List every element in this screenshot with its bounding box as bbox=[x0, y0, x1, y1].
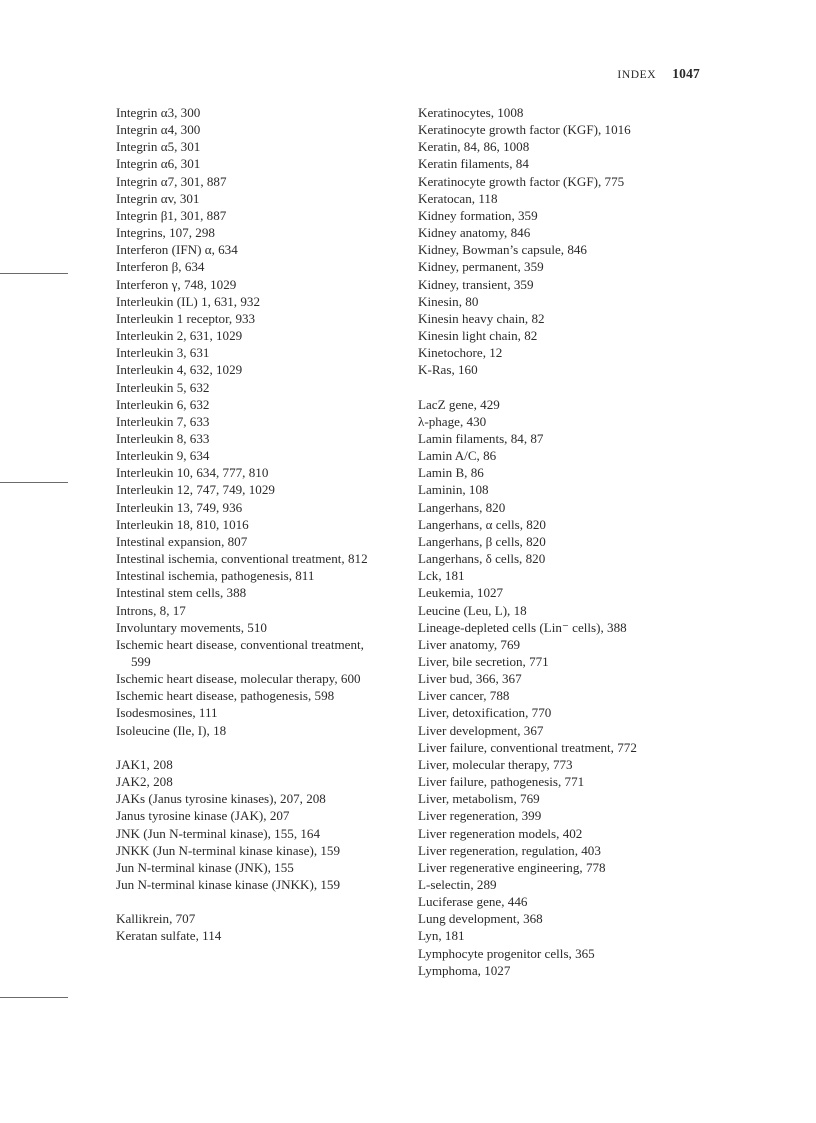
index-entry: Interleukin 9, 634 bbox=[116, 448, 210, 464]
index-entry: Langerhans, 820 bbox=[418, 499, 506, 515]
index-entry: Interleukin 3, 631 bbox=[116, 345, 210, 361]
index-entry: Interleukin 8, 633 bbox=[116, 430, 210, 446]
index-entry: Integrin α6, 301 bbox=[116, 156, 201, 172]
index-entry: JNKK (Jun N-terminal kinase kinase), 159 bbox=[116, 842, 341, 858]
index-entry: Integrin α5, 301 bbox=[116, 139, 201, 155]
index-entry: Isodesmosines, 111 bbox=[116, 705, 218, 721]
index-entry: Leucine (Leu, L), 18 bbox=[418, 602, 527, 618]
index-entry: Integrin α7, 301, 887 bbox=[116, 173, 227, 189]
index-entry: Interferon β, 634 bbox=[116, 259, 205, 275]
page-number: 1047 bbox=[672, 66, 700, 81]
index-entry: Interleukin 1 receptor, 933 bbox=[116, 310, 256, 326]
index-entry: K-Ras, 160 bbox=[418, 362, 478, 378]
index-entry: Langerhans, α cells, 820 bbox=[418, 516, 546, 532]
index-entry: Interleukin 18, 810, 1016 bbox=[116, 516, 249, 532]
index-entry: Liver, detoxification, 770 bbox=[418, 705, 552, 721]
index-entry: Lineage-depleted cells (Lin⁻ cells), 388 bbox=[418, 619, 627, 635]
index-entry: Kallikrein, 707 bbox=[116, 911, 196, 927]
index-entry: Keratocan, 118 bbox=[418, 190, 498, 206]
index-entry: LacZ gene, 429 bbox=[418, 396, 500, 412]
index-entry: Ischemic heart disease, conventional treatment, 599 bbox=[116, 636, 364, 669]
index-entry: Interleukin 7, 633 bbox=[116, 413, 210, 429]
index-entry: Kidney, permanent, 359 bbox=[418, 259, 544, 275]
index-entry: Keratin, 84, 86, 1008 bbox=[418, 139, 530, 155]
index-entry: Liver, metabolism, 769 bbox=[418, 791, 540, 807]
index-entry: Interleukin 12, 747, 749, 1029 bbox=[116, 482, 275, 498]
index-entry: Liver, bile secretion, 771 bbox=[418, 653, 549, 669]
index-column-right bbox=[418, 104, 708, 979]
index-entry: L-selectin, 289 bbox=[418, 877, 497, 893]
index-entry: Laminin, 108 bbox=[418, 482, 489, 498]
index-entry: Keratin filaments, 84 bbox=[418, 156, 529, 172]
index-entry: Liver regeneration models, 402 bbox=[418, 825, 583, 841]
index-entry: Jun N-terminal kinase (JNK), 155 bbox=[116, 859, 294, 875]
index-column-left bbox=[116, 104, 386, 945]
index-entry: Janus tyrosine kinase (JAK), 207 bbox=[116, 808, 290, 824]
index-entry: Lamin A/C, 86 bbox=[418, 448, 497, 464]
index-entry: Intestinal expansion, 807 bbox=[116, 533, 248, 549]
index-entry: JAK2, 208 bbox=[116, 774, 173, 790]
index-entry: Involuntary movements, 510 bbox=[116, 619, 267, 635]
index-entry: Interleukin 10, 634, 777, 810 bbox=[116, 465, 269, 481]
margin-rule bbox=[0, 997, 68, 998]
index-entry: Lamin filaments, 84, 87 bbox=[418, 430, 544, 446]
index-entry: Interleukin 5, 632 bbox=[116, 379, 210, 395]
index-entry: Liver cancer, 788 bbox=[418, 688, 510, 704]
index-entry: Liver bud, 366, 367 bbox=[418, 671, 522, 687]
index-entry: Integrin α4, 300 bbox=[116, 122, 201, 138]
index-entry: JNK (Jun N-terminal kinase), 155, 164 bbox=[116, 825, 321, 841]
index-entry: Interleukin 4, 632, 1029 bbox=[116, 362, 243, 378]
index-entry: Keratinocyte growth factor (KGF), 1016 bbox=[418, 122, 631, 138]
index-entry: Liver anatomy, 769 bbox=[418, 636, 521, 652]
index-entry: Lung development, 368 bbox=[418, 911, 543, 927]
section-gap bbox=[116, 893, 386, 910]
index-entry: Interleukin 6, 632 bbox=[116, 396, 210, 412]
index-entry: Langerhans, δ cells, 820 bbox=[418, 551, 546, 567]
index-entry: Integrins, 107, 298 bbox=[116, 225, 215, 241]
index-entry: Interleukin 13, 749, 936 bbox=[116, 499, 243, 515]
index-entry: Integrin αv, 301 bbox=[116, 190, 200, 206]
index-entry: Introns, 8, 17 bbox=[116, 602, 186, 618]
index-entry: Intestinal stem cells, 388 bbox=[116, 585, 247, 601]
index-entry: Intestinal ischemia, pathogenesis, 811 bbox=[116, 568, 315, 584]
index-entry: Keratan sulfate, 114 bbox=[116, 928, 222, 944]
index-entry: Kinetochore, 12 bbox=[418, 345, 503, 361]
index-entry: Keratinocytes, 1008 bbox=[418, 105, 524, 120]
index-entry: Kidney formation, 359 bbox=[418, 207, 538, 223]
index-entry: Interferon (IFN) α, 634 bbox=[116, 242, 238, 258]
index-entry: Liver regeneration, regulation, 403 bbox=[418, 842, 601, 858]
index-entry: Lymphoma, 1027 bbox=[418, 962, 511, 978]
index-entry: Integrin β1, 301, 887 bbox=[116, 207, 227, 223]
section-gap bbox=[116, 739, 386, 756]
index-entry: Lyn, 181 bbox=[418, 928, 465, 944]
index-entry: Jun N-terminal kinase kinase (JNKK), 159 bbox=[116, 877, 341, 893]
index-entry: Luciferase gene, 446 bbox=[418, 894, 528, 910]
index-entry: Ischemic heart disease, molecular therapy, 600 bbox=[116, 671, 361, 687]
index-entry: Lamin B, 86 bbox=[418, 465, 484, 481]
index-entry: Langerhans, β cells, 820 bbox=[418, 533, 546, 549]
index-entry: Kidney anatomy, 846 bbox=[418, 225, 531, 241]
index-entry: Interleukin 2, 631, 1029 bbox=[116, 328, 243, 344]
index-entry: Lck, 181 bbox=[418, 568, 465, 584]
index-entry: Interleukin (IL) 1, 631, 932 bbox=[116, 293, 260, 309]
index-entry: Integrin α3, 300 bbox=[116, 105, 201, 120]
index-entry: Kidney, transient, 359 bbox=[418, 276, 534, 292]
index-entry: Lymphocyte progenitor cells, 365 bbox=[418, 945, 595, 961]
header-label: INDEX bbox=[617, 69, 657, 81]
index-entry: Kinesin light chain, 82 bbox=[418, 328, 538, 344]
index-entry: JAKs (Janus tyrosine kinases), 207, 208 bbox=[116, 791, 326, 807]
index-entry: λ-phage, 430 bbox=[418, 413, 487, 429]
index-entry: Liver failure, pathogenesis, 771 bbox=[418, 774, 585, 790]
index-entry: Liver development, 367 bbox=[418, 722, 544, 738]
index-entry: Liver failure, conventional treatment, 772 bbox=[418, 739, 637, 755]
section-gap bbox=[418, 379, 708, 396]
running-header bbox=[617, 66, 700, 82]
index-entry: Intestinal ischemia, conventional treatment, 812 bbox=[116, 551, 368, 567]
index-entry: Keratinocyte growth factor (KGF), 775 bbox=[418, 173, 625, 189]
index-entry: Kinesin heavy chain, 82 bbox=[418, 310, 545, 326]
index-entry: Interferon γ, 748, 1029 bbox=[116, 276, 237, 292]
margin-rule bbox=[0, 482, 68, 483]
index-entry: Leukemia, 1027 bbox=[418, 585, 504, 601]
index-entry: Liver, molecular therapy, 773 bbox=[418, 756, 573, 772]
index-entry: Kinesin, 80 bbox=[418, 293, 479, 309]
index-entry: Isoleucine (Ile, I), 18 bbox=[116, 722, 227, 738]
margin-rule bbox=[0, 273, 68, 274]
index-entry: Liver regeneration, 399 bbox=[418, 808, 542, 824]
index-entry: Liver regenerative engineering, 778 bbox=[418, 859, 606, 875]
index-entry: JAK1, 208 bbox=[116, 756, 173, 772]
index-entry: Ischemic heart disease, pathogenesis, 598 bbox=[116, 688, 335, 704]
index-entry: Kidney, Bowman’s capsule, 846 bbox=[418, 242, 587, 258]
